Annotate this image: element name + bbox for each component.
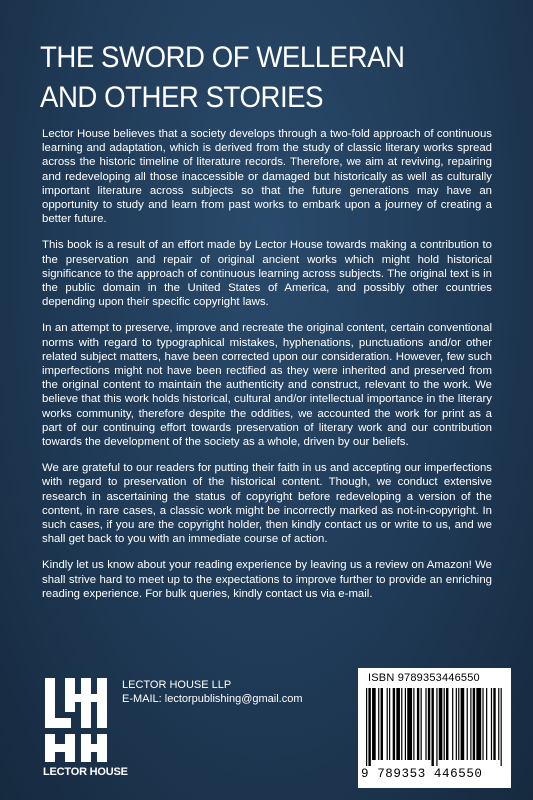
publisher-email: E-MAIL: lectorpublishing@gmail.com — [122, 693, 303, 705]
title-line-2: AND OTHER STORIES — [40, 81, 324, 114]
book-title — [40, 38, 472, 118]
blurb-paragraph-2: This book is a result of an effort made by Lector House towards making a contribution to the preservation and repair of original ancient works which might hold historical significance to the approach of continuous learning across subjects. The original text is in the public domain in the United States of America, and possibly other countries depending upon their specific copyright laws. — [42, 239, 492, 309]
barcode-bar — [368, 688, 370, 766]
blurb-paragraph-1: Lector House believes that a society develops through a two-fold approach of continuous learning and adaptation, which is derived from the study of classic literary works spread across the historic timeline of literature records. Therefore, we aim at reviving, repairing and redeveloping all those inaccessible or damaged but historically as well as culturally important literature across subjects so that the future generations may have an opportunity to study and learn from past works to embark upon a journey of creating a better future. — [42, 128, 492, 226]
barcode-bar — [431, 688, 433, 766]
barcode-bar — [425, 688, 426, 760]
barcode-bar — [396, 688, 400, 760]
lector-house-logo-icon — [43, 676, 115, 764]
barcode-bar — [461, 688, 465, 760]
barcode-image — [366, 688, 503, 766]
blurb-text — [42, 127, 492, 601]
barcode-bar — [444, 688, 445, 760]
blurb-paragraph-3: In an attempt to preserve, improve and recreate the original content, certain conventional norms with regard to typographical mistakes, hyphenations, punctuations and/or other related subject matters, have been corrected upon our consideration. However, few such imperfections might not have been rectified as they were inherited and preserved from the original content to maintain the authenticity and construct, relevant to the work. We believe that this work holds historical, cultural and/or intellectual importance in the literary works community, therefore despite the oddities, we accounted the work for print as a part of our continuing effort towards preservation of literary work and our contribution towards the development of the society as a whole, driven by our beliefs. — [42, 322, 492, 449]
barcode-bar — [393, 688, 395, 760]
barcode-bar — [381, 688, 383, 760]
barcode-bar — [389, 688, 390, 760]
blurb-paragraph-5: Kindly let us know about your reading experience by leaving us a review on Amazon! We shall strive hard to meet up to the expectations to improve further to provide an enriching reading experience. For bulk queries, kindly contact us via e-mail. — [42, 559, 492, 600]
barcode-bar — [366, 688, 367, 766]
barcode-digits: 9 789353 446550 — [361, 767, 483, 781]
barcode-bar — [378, 688, 379, 760]
barcode-bar — [456, 688, 457, 760]
barcode-bar — [439, 688, 443, 760]
barcode-bar — [482, 688, 483, 760]
barcode-bar — [467, 688, 468, 760]
title-line-1: THE SWORD OF WELLERAN — [40, 41, 405, 74]
barcode-bar — [486, 688, 487, 760]
logo-wordmark: LECTOR HOUSE — [43, 766, 128, 778]
barcode-bar — [498, 688, 499, 760]
barcode-bar — [446, 688, 448, 760]
publisher-info — [122, 678, 303, 706]
publisher-name: LECTOR HOUSE LLP — [122, 679, 232, 691]
isbn-label: ISBN 9789353446550 — [368, 672, 480, 684]
barcode-bar — [436, 688, 437, 766]
barcode-bar — [417, 688, 419, 760]
barcode-bar — [421, 688, 422, 760]
barcode-bar — [493, 688, 495, 760]
barcode-bar — [387, 688, 388, 760]
barcode-bar — [407, 688, 412, 760]
barcode-bar — [413, 688, 414, 760]
barcode-bar — [473, 688, 475, 760]
barcode-bar — [405, 688, 406, 760]
barcode-bar — [401, 688, 402, 760]
barcode-panel — [358, 668, 511, 788]
barcode-bar — [458, 688, 459, 760]
barcode-bar — [491, 688, 492, 760]
barcode-bar — [470, 688, 471, 760]
barcode-bar — [452, 688, 453, 760]
barcode-bar — [428, 688, 430, 760]
barcode-bar — [501, 688, 502, 766]
blurb-paragraph-4: We are grateful to our readers for putting their faith in us and accepting our imperfections with regard to preservation of the historical content. Though, we conduct extensive research in ascertaining the status of copyright before redeveloping a version of the content, in rare cases, a classic work might be incorrectly marked as not-in-copyright. In such cases, if you are the copyright holder, then kindly contact us or write to us, and we shall get back to you with an immediate course of action. — [42, 462, 492, 546]
barcode-bar — [476, 688, 481, 760]
barcode-bar — [372, 688, 376, 760]
